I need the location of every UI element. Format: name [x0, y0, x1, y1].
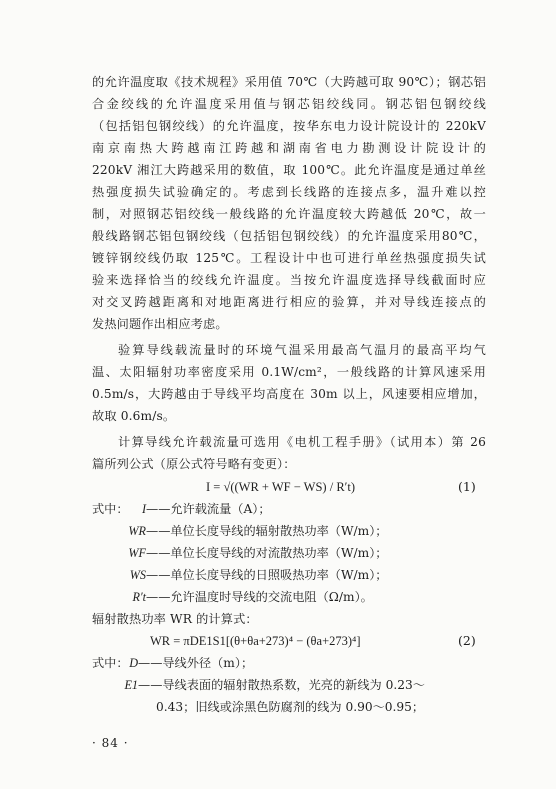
text-line: 制，对照钢芯铝绞线一般线路的允许温度较大跨越低 20℃，故一: [92, 207, 486, 221]
text-line: 合金绞线的允许温度采用值与钢芯铝绞线同。钢芯铝包钢绞线: [92, 97, 486, 111]
definition-WS: [112, 565, 387, 585]
equation-number-2: (2): [458, 633, 476, 648]
text-line: 般线路钢芯铝包钢绞线（包括铝包钢绞线）的允许温度采用80℃，: [92, 229, 486, 243]
symbol: E1: [124, 678, 138, 692]
where-label: 式中：: [92, 502, 129, 516]
definition-D: [104, 653, 253, 673]
text-line: 温、太阳辐射功率密度采用 0.1W/cm²，一般线路的计算风速采用: [92, 365, 486, 379]
text-line: 0.5m/s，大跨越由于导线平均高度在 30m 以上，风速要相应增加，: [92, 387, 486, 401]
paragraph-first-line: 计算导线允许载流量可选用《电机工程手册》（试用本）第 26: [118, 435, 486, 449]
text-line: 220kV 湘江大跨越采用的数值，取 100℃。此允许温度是通过单丝: [92, 163, 486, 177]
text-line: 辐射散热功率 WR 的计算式：: [92, 612, 258, 626]
text-line: 的允许温度取《技术规程》采用值 70℃（大跨越可取 90℃）；钢芯铝: [92, 75, 486, 89]
text-line: 南京南热大跨越南江跨越和湖南省电力勘测设计院设计的: [92, 141, 486, 155]
definition-continuation: 0.43；旧线或涂黑色防腐剂的线为 0.90～0.95；: [156, 700, 425, 714]
definition-text: ——单位长度导线的对流散热功率（W/m）；: [146, 546, 388, 560]
definition-E1: [104, 675, 425, 695]
definition-I: [112, 499, 271, 519]
definition-text: ——单位长度导线的辐射散热功率（W/m）；: [146, 524, 388, 538]
definition-text: ——导线外径（m）；: [138, 656, 254, 670]
text-line: 热强度损失试验确定的。考虑到长线路的连接点多，温升难以控: [92, 185, 486, 199]
text-line: 镀锌钢绞线仍取 125℃。工程设计中也可进行单丝热强度损失试: [92, 251, 486, 265]
text-line: 对交叉跨越距离和对地距离进行相应的验算，并对导线连接点的: [92, 295, 486, 309]
page-number: · 84 ·: [92, 736, 129, 750]
formula-1: I = √((WR + WF − WS) / R′t): [206, 480, 356, 494]
text-line: 发热问题作出相应考虑。: [92, 317, 228, 331]
symbol: D: [129, 656, 138, 670]
text-line: 篇所列公式（原公式符号略有变更）：: [92, 457, 296, 471]
symbol: I: [141, 502, 146, 516]
text-line: 故取 0.6m/s。: [92, 409, 176, 423]
definition-text: ——允许温度时导线的交流电阻（Ω/m）。: [146, 590, 373, 604]
symbol: WF: [128, 546, 146, 560]
symbol: WR: [128, 524, 146, 538]
paragraph-first-line: 验算导线载流量时的环境气温采用最高气温月的最高平均气: [118, 343, 486, 357]
symbol: WS: [129, 568, 146, 582]
symbol: R′t: [132, 590, 146, 604]
definition-text: ——单位长度导线的日照吸热功率（W/m）；: [146, 568, 388, 582]
equation-number-1: (1): [458, 479, 476, 494]
definition-WF: [112, 543, 387, 563]
definition-text: ——允许载流量（A）；: [146, 502, 271, 516]
definition-Rt: [112, 587, 373, 607]
text-line: （包括铝包钢绞线）的允许温度，按华东电力设计院设计的 220kV: [92, 119, 486, 133]
formula-2: WR = πDE1S1[(θ+θa+273)⁴ − (θa+273)⁴]: [150, 634, 361, 648]
text-line: 验来选择恰当的绞线允许温度。当按允许温度选择导线截面时应: [92, 273, 486, 287]
definition-WR: [112, 521, 387, 541]
where-label: 式中：: [92, 656, 129, 670]
definition-text: ——导线表面的辐射散热系数，光亮的新线为 0.23～: [138, 678, 425, 692]
